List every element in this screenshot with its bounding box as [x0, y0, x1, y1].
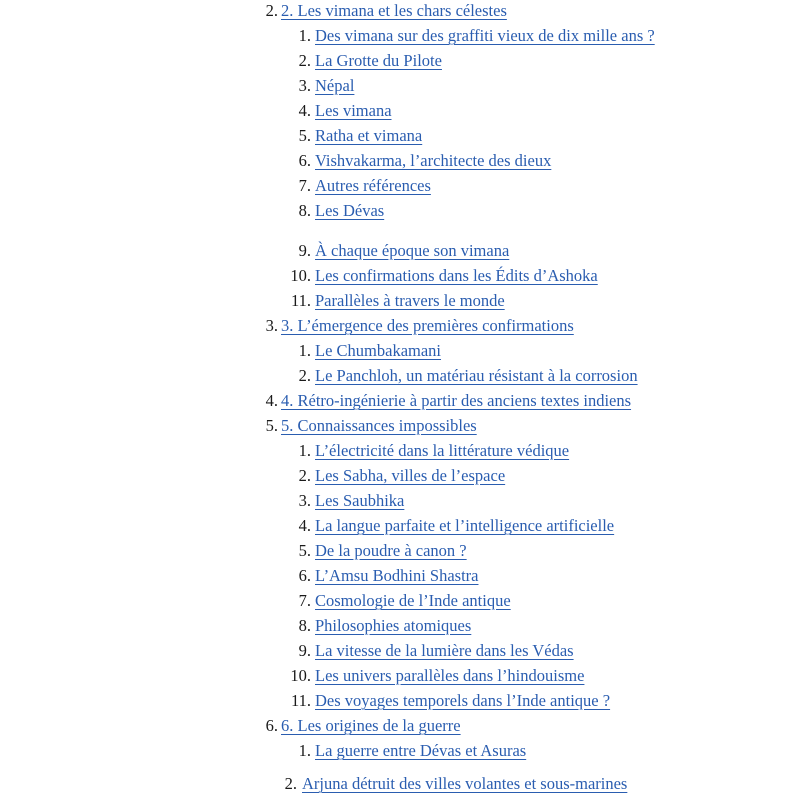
- section-number: 1.: [298, 26, 311, 45]
- section-number: 1.: [298, 341, 311, 360]
- chapter-link[interactable]: 3. L’émergence des premières confirmations: [281, 316, 574, 335]
- section-number: 8.: [298, 616, 311, 635]
- chapter-number: 3.: [265, 316, 278, 335]
- chapter-number: 5.: [265, 416, 278, 435]
- section-number: 7.: [298, 176, 311, 195]
- section-number: 9.: [298, 641, 311, 660]
- section-link[interactable]: La vitesse de la lumière dans les Védas: [315, 641, 574, 660]
- section-number: 5.: [298, 541, 311, 560]
- section-link[interactable]: Parallèles à travers le monde: [315, 291, 505, 310]
- section-link[interactable]: Les confirmations dans les Édits d’Ashoka: [315, 266, 598, 285]
- section-link[interactable]: Le Panchloh, un matériau résistant à la corrosion: [315, 366, 638, 385]
- chapter-number: 4.: [265, 391, 278, 410]
- chapter-link[interactable]: 5. Connaissances impossibles: [281, 416, 477, 435]
- section-link[interactable]: À chaque époque son vimana: [315, 241, 510, 260]
- section-link[interactable]: Les vimana: [315, 101, 392, 120]
- section-number: 4.: [298, 516, 311, 535]
- chapter-link[interactable]: 4. Rétro-ingénierie à partir des anciens textes indiens: [281, 391, 632, 410]
- section-number: 7.: [298, 591, 311, 610]
- section-number: 2.: [298, 51, 311, 70]
- section-number: 11.: [290, 291, 311, 310]
- section-number: 1.: [298, 741, 311, 760]
- section-number: 6.: [298, 151, 311, 170]
- section-link[interactable]: L’Amsu Bodhini Shastra: [315, 566, 479, 585]
- section-link[interactable]: Les Dévas: [315, 201, 385, 220]
- section-link[interactable]: Ratha et vimana: [315, 126, 423, 145]
- section-number: 4.: [298, 101, 311, 120]
- section-number: 8.: [298, 201, 311, 220]
- section-link[interactable]: Les Saubhika: [315, 491, 405, 510]
- chapter-number: 6.: [265, 716, 278, 735]
- section-link[interactable]: La langue parfaite et l’intelligence artificielle: [315, 516, 615, 535]
- section-link[interactable]: Les Sabha, villes de l’espace: [315, 466, 506, 485]
- section-link[interactable]: Des vimana sur des graffiti vieux de dix mille ans ?: [315, 26, 655, 45]
- chapter-link[interactable]: 2. Les vimana et les chars célestes: [281, 1, 507, 20]
- section-number: 2.: [298, 366, 311, 385]
- section-link[interactable]: Vishvakarma, l’architecte des dieux: [315, 151, 552, 170]
- section-number: 3.: [298, 491, 311, 510]
- section-link[interactable]: Arjuna détruit des villes volantes et sous-marines: [302, 774, 628, 793]
- chapter-link[interactable]: 6. Les origines de la guerre: [281, 716, 461, 735]
- section-number: 10.: [290, 666, 311, 685]
- section-number: 2.: [298, 466, 311, 485]
- section-number: 5.: [298, 126, 311, 145]
- section-link[interactable]: Philosophies atomiques: [315, 616, 472, 635]
- section-number: 11.: [290, 691, 311, 710]
- section-link[interactable]: La Grotte du Pilote: [315, 51, 442, 70]
- section-link[interactable]: Les univers parallèles dans l’hindouisme: [315, 666, 585, 685]
- chapter-number: 2.: [265, 1, 278, 20]
- section-link[interactable]: Des voyages temporels dans l’Inde antique ?: [315, 691, 611, 710]
- section-number: 2.: [284, 774, 297, 793]
- section-link[interactable]: Le Chumbakamani: [315, 341, 442, 360]
- section-link[interactable]: Cosmologie de l’Inde antique: [315, 591, 511, 610]
- section-link[interactable]: L’électricité dans la littérature védique: [315, 441, 570, 460]
- section-number: 6.: [298, 566, 311, 585]
- section-link[interactable]: La guerre entre Dévas et Asuras: [315, 741, 527, 760]
- section-number: 1.: [298, 441, 311, 460]
- section-number: 10.: [290, 266, 311, 285]
- section-number: 3.: [298, 76, 311, 95]
- section-link[interactable]: Autres références: [315, 176, 431, 195]
- section-link[interactable]: Népal: [315, 76, 355, 95]
- section-link[interactable]: De la poudre à canon ?: [315, 541, 467, 560]
- section-number: 9.: [298, 241, 311, 260]
